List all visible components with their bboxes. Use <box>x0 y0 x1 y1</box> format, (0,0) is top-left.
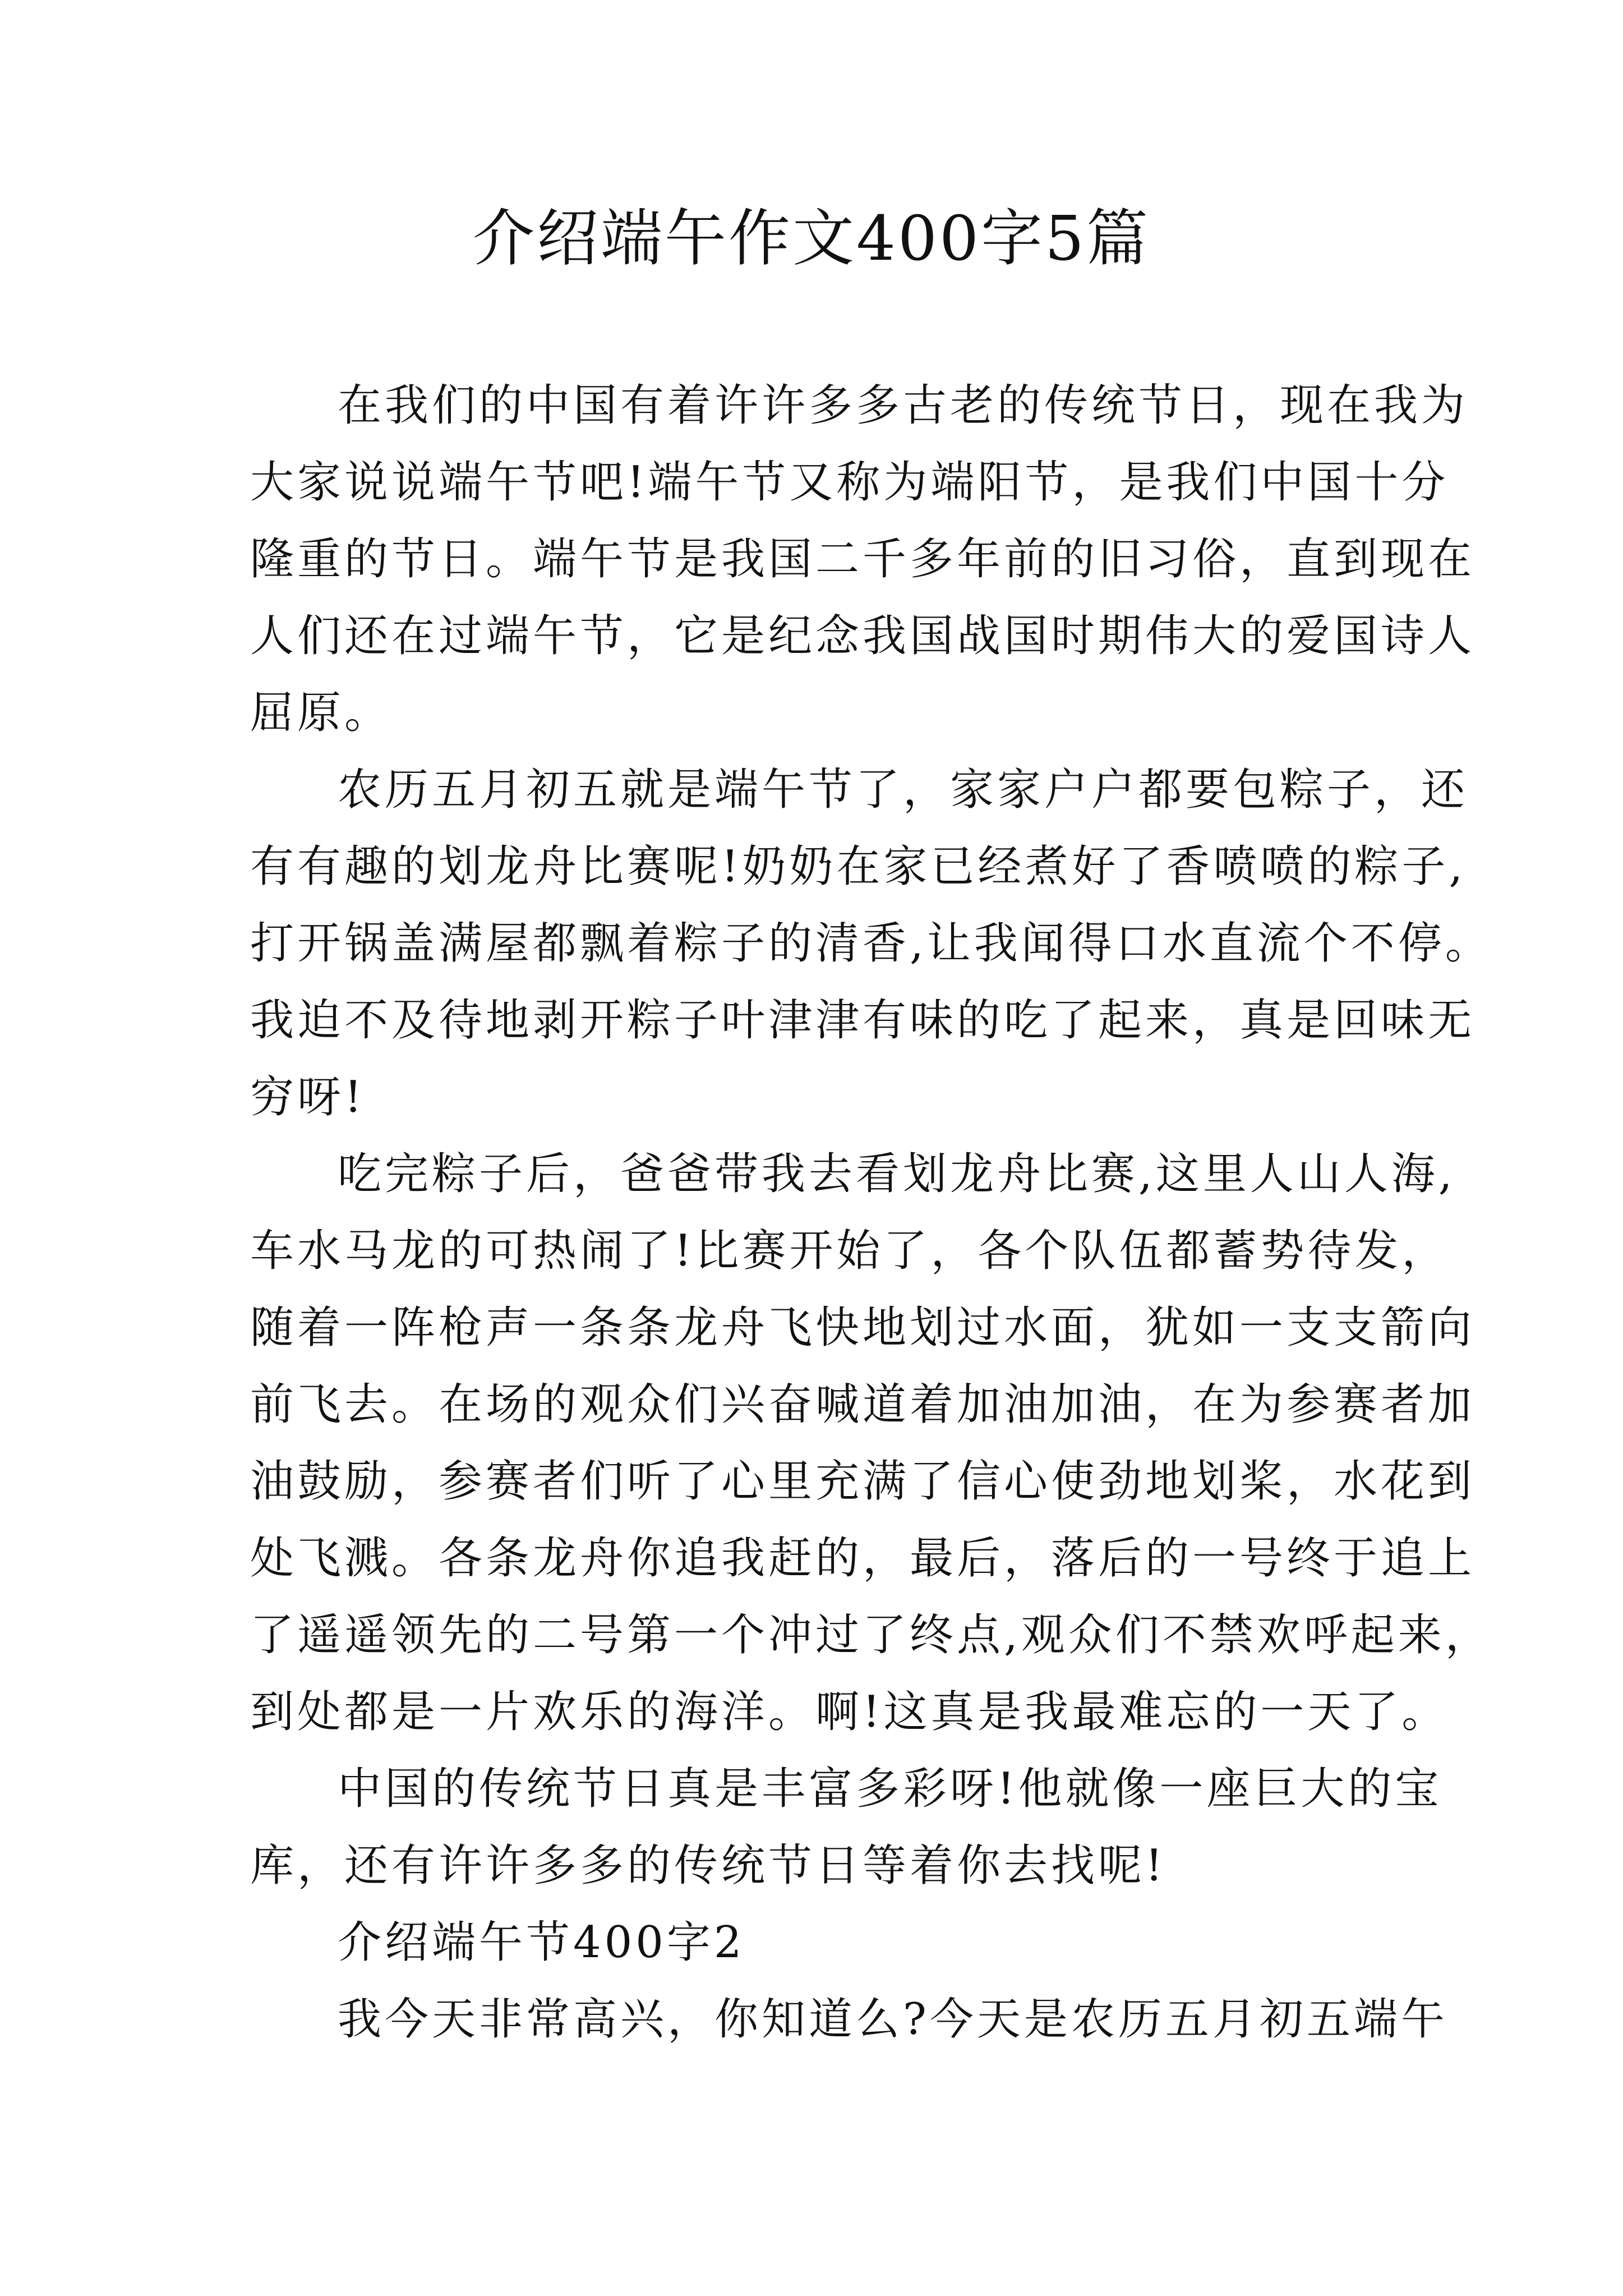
text-line: 吃完粽子后，爸爸带我去看划龙舟比赛,这里人山人海, <box>338 1149 1456 1199</box>
text-line: 在我们的中国有着许许多多古老的传统节日，现在我为 <box>338 380 1469 431</box>
text-line: 处飞溅。各条龙舟你追我赶的，最后，落后的一号终于追上 <box>250 1533 1476 1584</box>
text-line: 车水马龙的可热闹了!比赛开始了，各个队伍都蓄势待发， <box>250 1226 1449 1276</box>
text-line: 大家说说端午节吧!端午节又称为端阳节，是我们中国十分 <box>250 457 1449 508</box>
document-body <box>250 367 1492 2058</box>
text-line: 有有趣的划龙舟比赛呢!奶奶在家已经煮好了香喷喷的粽子, <box>250 841 1467 892</box>
text-line: 农历五月初五就是端午节了，家家户户都要包粽子，还 <box>338 765 1469 815</box>
text-line: 中国的传统节日真是丰富多彩呀!他就像一座巨大的宝 <box>338 1764 1442 1814</box>
text-line: 介绍端午节400字2 <box>338 1917 745 1968</box>
text-line: 到处都是一片欢乐的海洋。啊!这真是我最难忘的一天了。 <box>250 1687 1449 1737</box>
text-line: 我今天非常高兴，你知道么?今天是农历五月初五端午 <box>338 1994 1448 2045</box>
text-line: 随着一阵枪声一条条龙舟飞快地划过水面，犹如一支支箭向 <box>250 1303 1476 1353</box>
text-line: 打开锅盖满屋都飘着粽子的清香,让我闻得口水直流个不停。 <box>250 918 1492 969</box>
text-line: 隆重的节日。端午节是我国二千多年前的旧习俗，直到现在 <box>250 534 1476 585</box>
text-line: 油鼓励，参赛者们听了心里充满了信心使劲地划桨，水花到 <box>250 1456 1476 1507</box>
text-line: 穷呀! <box>250 1072 366 1122</box>
text-line: 了遥遥领先的二号第一个冲过了终点,观众们不禁欢呼起来， <box>250 1610 1492 1660</box>
text-line: 我迫不及待地剥开粽子叶津津有味的吃了起来，真是回味无 <box>250 995 1476 1046</box>
text-line: 屈原。 <box>250 688 392 738</box>
text-line: 库，还有许许多多的传统节日等着你去找呢! <box>250 1841 1166 1891</box>
text-line: 前飞去。在场的观众们兴奋喊道着加油加油，在为参赛者加 <box>250 1379 1476 1430</box>
document-title: 介绍端午作文400字5篇 <box>473 203 1150 274</box>
text-line: 人们还在过端午节，它是纪念我国战国时期伟大的爱国诗人 <box>250 611 1476 661</box>
